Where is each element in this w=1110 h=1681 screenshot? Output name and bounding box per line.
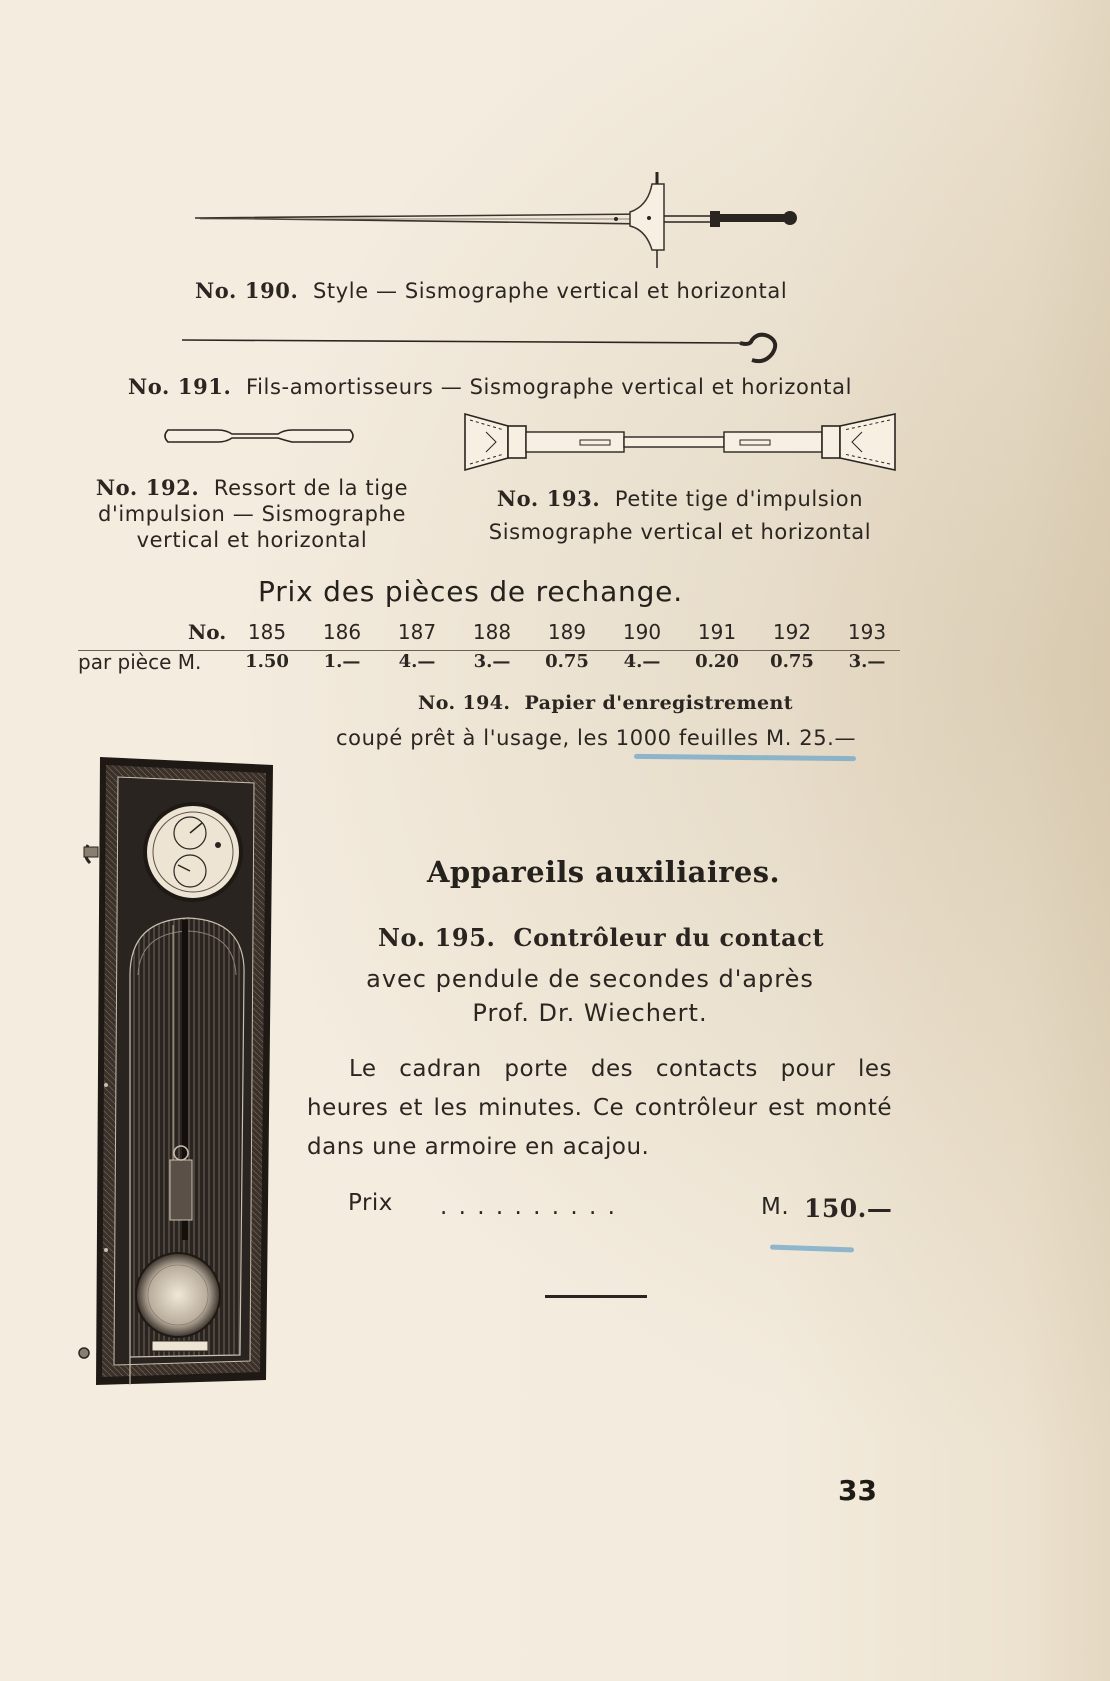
item-194-name: Papier d'enregistrement	[524, 692, 793, 714]
item-195-heading	[378, 923, 824, 952]
spare-parts-header-label: No.	[188, 620, 227, 644]
section-end-rule	[545, 1295, 647, 1298]
item-195-price-line	[348, 1190, 893, 1226]
part-number: 192	[772, 620, 812, 644]
item-190-text: Style — Sismographe vertical et horizontal	[312, 279, 788, 303]
part-number: 185	[247, 620, 287, 644]
blue-pencil-underline	[634, 754, 856, 761]
spare-parts-title: Prix des pièces de rechange.	[258, 575, 683, 608]
item-192-line3: vertical et horizontal	[136, 528, 368, 552]
item-191-number: No. 191.	[128, 374, 232, 399]
item-195-desc-line1: Le cadran porte des contacts pour les	[349, 1056, 892, 1082]
price-leader-dots: . . . . . . . . . .	[440, 1194, 617, 1220]
part-price: 0.20	[695, 651, 739, 672]
item-193-caption	[470, 482, 890, 549]
auxiliary-title: Appareils auxiliaires.	[427, 855, 781, 889]
item-190-number: No. 190.	[195, 278, 299, 303]
item-194-text: coupé prêt à l'usage, les 1000 feuilles M. 25.—	[336, 726, 857, 750]
item-193-line1: Petite tige d'impulsion	[614, 487, 864, 511]
item-191-text: Fils-amortisseurs — Sismographe vertical et horizontal	[245, 375, 853, 399]
impulse-rod-illustration	[460, 410, 900, 475]
part-number: 186	[322, 620, 362, 644]
part-number: 189	[547, 620, 587, 644]
spare-parts-row-label: par pièce M.	[78, 650, 202, 674]
item-192-caption	[82, 475, 422, 553]
price-value: 150.—	[804, 1194, 893, 1223]
part-number: 187	[397, 620, 437, 644]
part-price: 4.—	[398, 651, 436, 672]
item-195-description	[307, 1050, 892, 1167]
part-price: 1.—	[323, 651, 361, 672]
item-191-caption	[128, 374, 852, 399]
item-190-caption	[195, 278, 787, 303]
item-194-number: No. 194.	[418, 692, 511, 714]
part-number: 188	[472, 620, 512, 644]
impulse-spring-illustration	[160, 420, 360, 460]
blue-pencil-price-mark	[770, 1245, 854, 1253]
style-stylus-illustration	[190, 172, 810, 272]
price-currency: M.	[761, 1194, 790, 1220]
part-price: 0.75	[545, 651, 589, 672]
part-number: 191	[697, 620, 737, 644]
item-195-subtitle	[330, 962, 850, 1030]
part-price: 3.—	[473, 651, 511, 672]
spare-parts-price-row	[0, 650, 1110, 680]
part-number: 193	[847, 620, 887, 644]
part-price: 1.50	[245, 651, 289, 672]
item-195-desc-line3: dans une armoire en acajou.	[307, 1134, 650, 1160]
item-194-title	[418, 692, 793, 714]
item-195-subtitle-line1: avec pendule de secondes d'après	[366, 965, 814, 993]
item-193-line2: Sismographe vertical et horizontal	[488, 520, 872, 544]
price-label: Prix	[348, 1190, 393, 1216]
part-number: 190	[622, 620, 662, 644]
item-195-subtitle-line2: Prof. Dr. Wiechert.	[472, 999, 708, 1027]
spare-parts-number-row	[0, 620, 1110, 650]
item-195-number: No. 195.	[378, 923, 496, 952]
part-price: 3.—	[848, 651, 886, 672]
part-price: 0.75	[770, 651, 814, 672]
part-price: 4.—	[623, 651, 661, 672]
contact-controller-clock-illustration	[78, 755, 278, 1390]
item-192-line2: d'impulsion — Sismographe	[98, 502, 406, 526]
item-192-line1: Ressort de la tige	[213, 476, 409, 500]
damping-wire-illustration	[180, 330, 800, 370]
page-number: 33	[838, 1474, 877, 1507]
item-195-desc-line2: heures et les minutes. Ce contrôleur est monté	[307, 1095, 892, 1121]
item-195-product: Contrôleur du contact	[513, 923, 825, 952]
item-192-number: No. 192.	[95, 475, 200, 500]
item-193-number: No. 193.	[496, 486, 601, 511]
